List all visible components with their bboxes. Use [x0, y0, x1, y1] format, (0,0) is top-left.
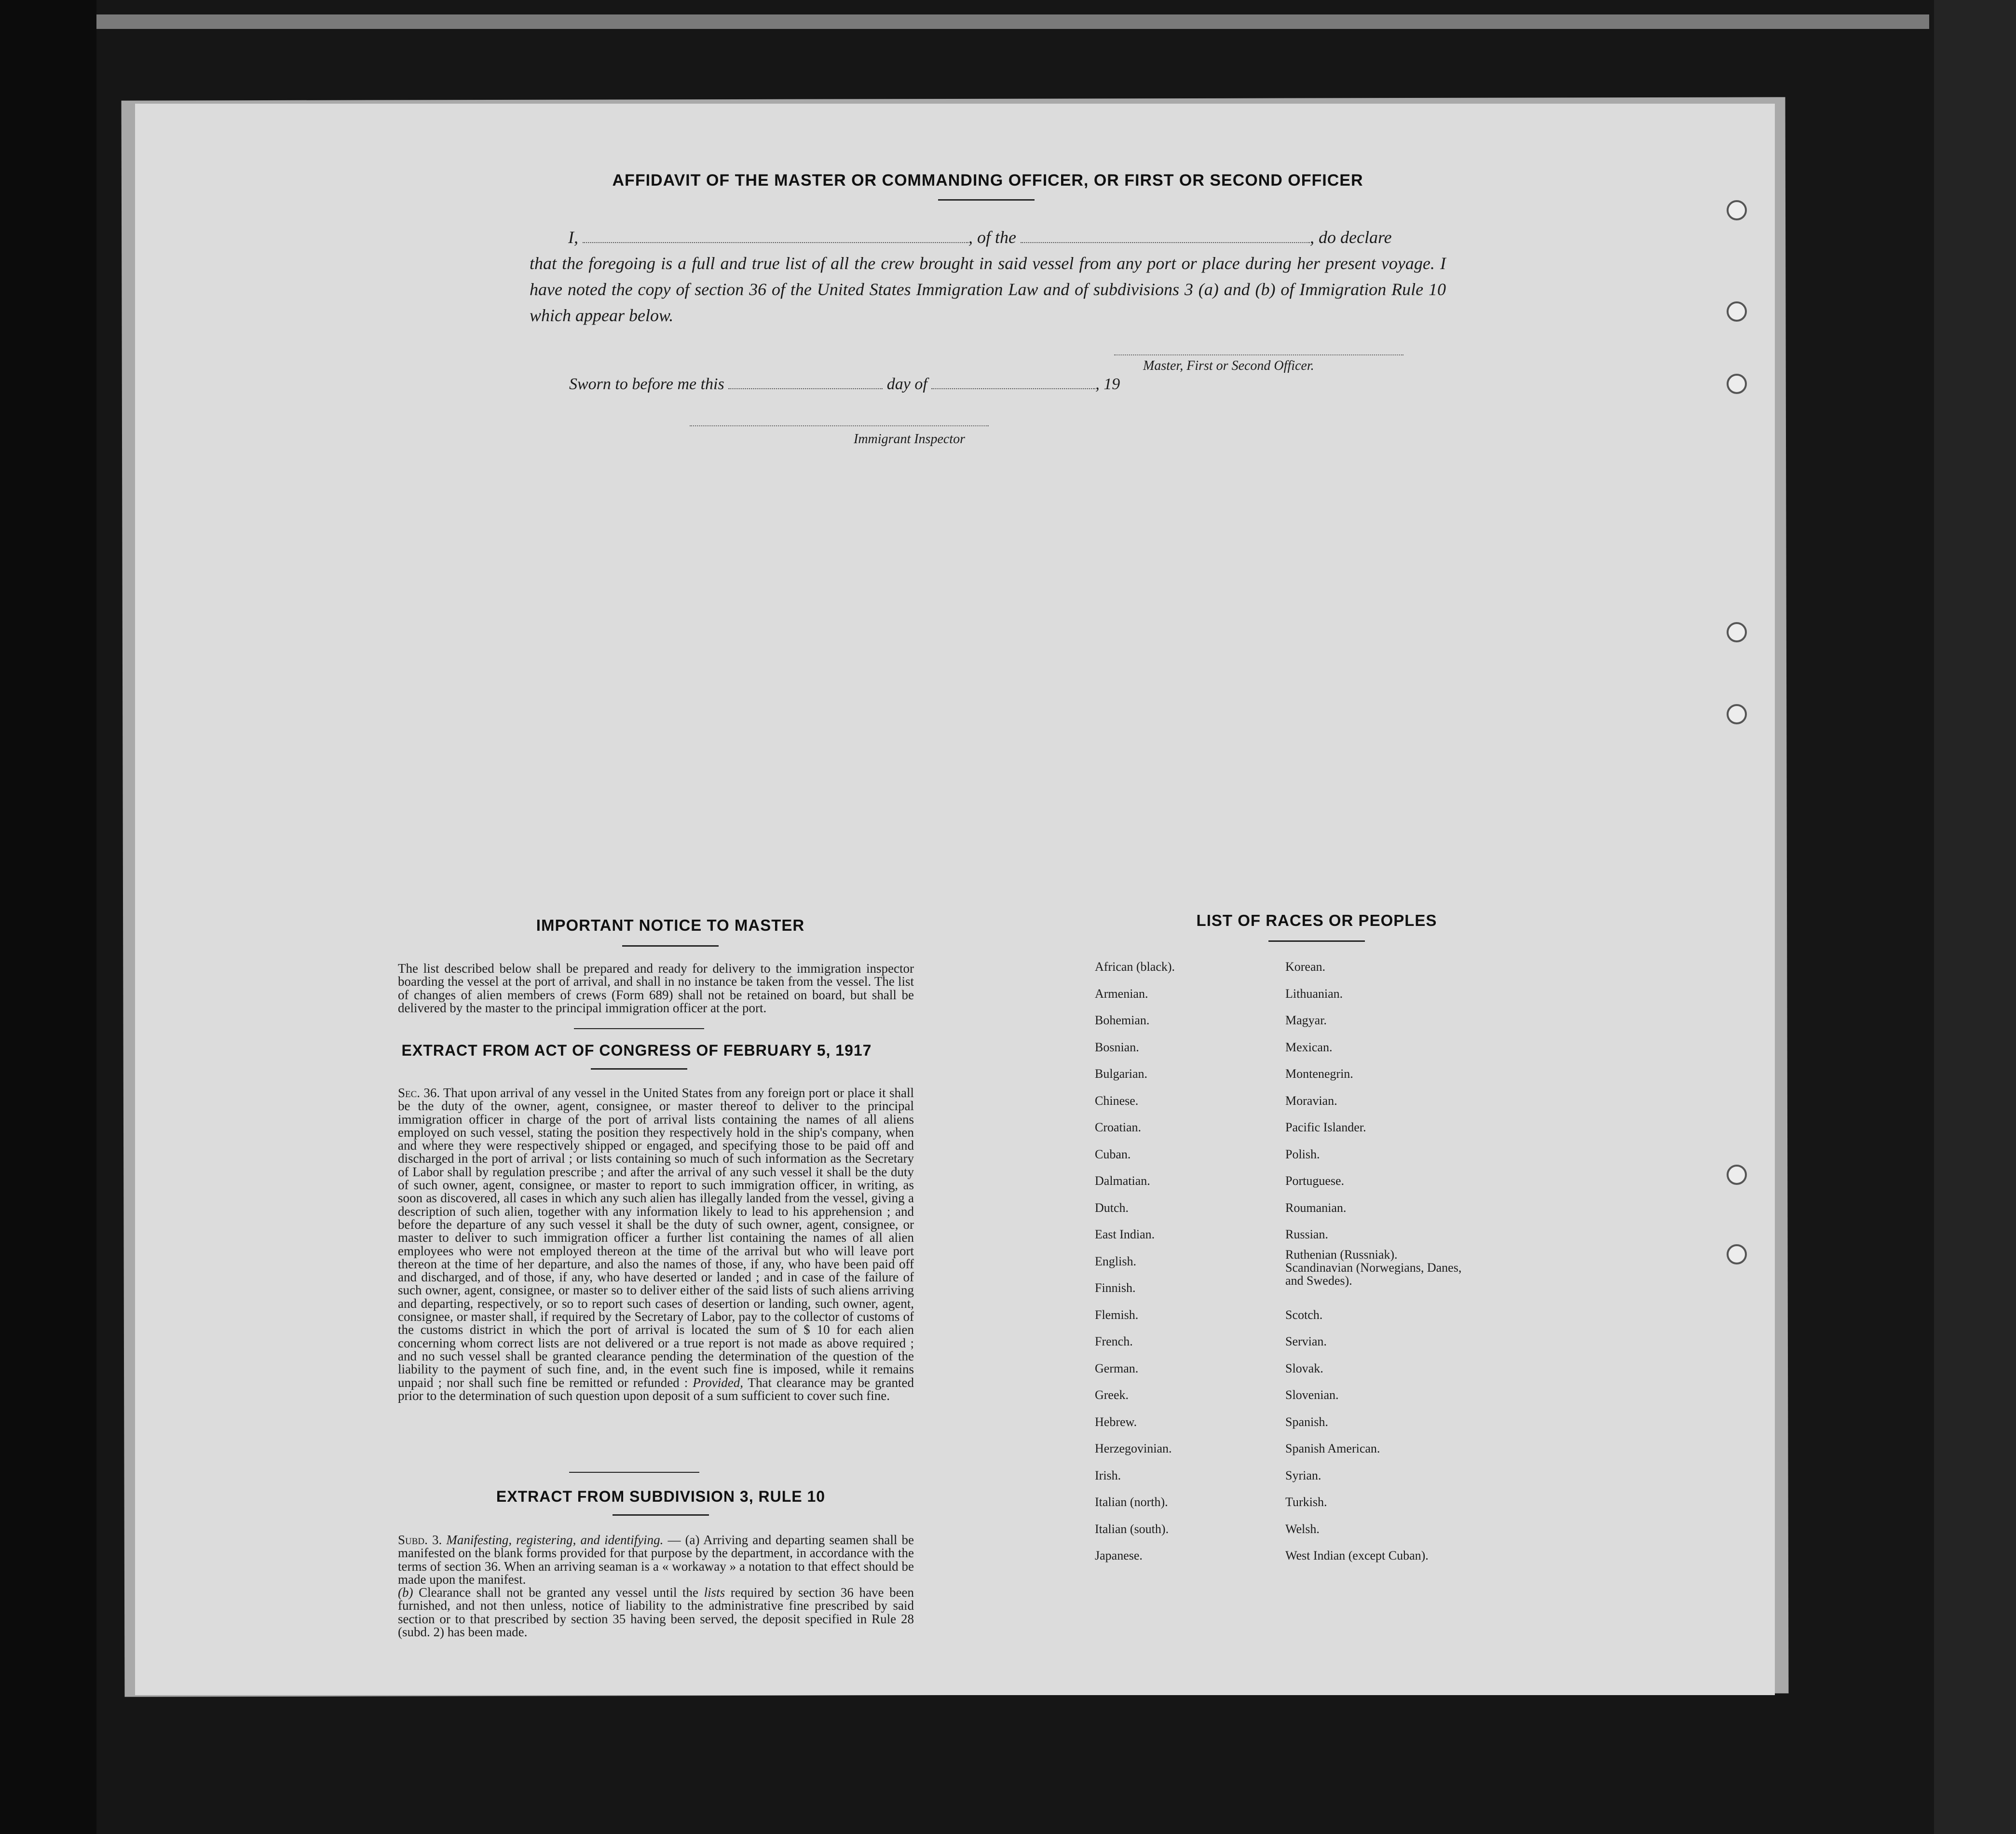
notice-paragraph: The list described below shall be prepared and ready for delivery to the immigration inspector boarding the vessel at the port of arrival, and shall in no instance be taken from the vessel. The list of changes of alien members of crews (Form 689) shall not be retained on board, but shall be delivered by the master to the principal immigration officer at the port. — [398, 961, 914, 1015]
race-item: Dutch. — [1095, 1200, 1129, 1215]
rule-extract-text — [359, 1534, 914, 1639]
race-item: Moravian. — [1285, 1093, 1337, 1108]
section-divider — [569, 1472, 699, 1473]
act-extract-title: EXTRACT FROM ACT OF CONGRESS OF FEBRUARY 5, 1917 — [401, 1042, 872, 1059]
races-list-left — [1095, 953, 1278, 1569]
inspector-label: Immigrant Inspector — [854, 432, 965, 447]
race-item: Mexican. — [1285, 1040, 1333, 1054]
race-item: Cuban. — [1095, 1147, 1131, 1161]
race-item: Hebrew. — [1095, 1414, 1137, 1429]
subd-3-paragraph-b — [359, 1586, 914, 1639]
race-item: Herzegovinian. — [1095, 1441, 1172, 1455]
master-signature-line[interactable] — [1114, 354, 1403, 355]
race-item: Syrian. — [1285, 1468, 1321, 1482]
binder-hole — [1727, 1165, 1747, 1185]
sworn-year-prefix: , 19 — [1095, 375, 1120, 393]
race-item: Bulgarian. — [1095, 1067, 1148, 1081]
race-item: Spanish. — [1285, 1414, 1328, 1429]
scan-border-right — [1934, 0, 2016, 1834]
para-b-lists: lists — [704, 1585, 725, 1600]
rule-extract-title: EXTRACT FROM SUBDIVISION 3, RULE 10 — [496, 1488, 826, 1505]
sworn-month-field[interactable] — [931, 374, 1095, 389]
notice-title-underline — [622, 945, 719, 947]
sworn-line — [569, 374, 1293, 394]
provided-body: That clearance may be granted prior to the determination of such question upon deposit of a sum sufficient to cover such fine. — [398, 1375, 914, 1403]
notice-text — [359, 962, 914, 1015]
para-b-text-1: Clearance shall not be granted any vessel until the — [419, 1585, 699, 1600]
subd-3-paragraph-a — [359, 1534, 914, 1586]
notice-title: IMPORTANT NOTICE TO MASTER — [536, 916, 805, 934]
section-divider — [574, 1028, 704, 1029]
affidavit-text — [530, 224, 1446, 328]
race-item: Scandinavian (Norwegians, Danes, and Swedes). — [1285, 1260, 1462, 1288]
race-item: Montenegrin. — [1285, 1067, 1353, 1081]
document-page — [135, 104, 1775, 1695]
sec-36-label: Sec. 36. — [398, 1086, 440, 1100]
race-item: Slovenian. — [1285, 1388, 1339, 1402]
sworn-day-of-label: day of — [886, 375, 927, 393]
race-item: Greek. — [1095, 1388, 1129, 1402]
act-extract-underline — [591, 1068, 687, 1070]
binder-hole — [1727, 704, 1747, 724]
race-item: Finnish. — [1095, 1281, 1136, 1295]
rule-extract-underline — [613, 1514, 709, 1516]
para-b-text-2: required by section 36 have been furnished, and not then unless, notice of liability to the administrative fine prescribed by said section or to that prescribed by section 35 having been served, the deposit specified in Rule 28 (subd. 2) has been made. — [398, 1585, 914, 1640]
race-item: Italian (south). — [1095, 1522, 1169, 1536]
binder-hole — [1727, 622, 1747, 642]
scan-border-top — [96, 14, 1929, 29]
race-item: Armenian. — [1095, 986, 1148, 1001]
race-item: Croatian. — [1095, 1120, 1142, 1134]
act-extract-text — [359, 1087, 914, 1402]
race-item: Welsh. — [1285, 1522, 1320, 1536]
race-item: Roumanian. — [1285, 1200, 1347, 1215]
race-item: French. — [1095, 1334, 1133, 1348]
sec-36-paragraph — [359, 1087, 914, 1402]
binder-hole — [1727, 301, 1747, 322]
binder-hole — [1727, 200, 1747, 220]
race-item: Flemish. — [1095, 1307, 1139, 1322]
race-item: Turkish. — [1285, 1495, 1327, 1509]
subd-heading: Manifesting, registering, and identifying. — [446, 1533, 664, 1547]
affidavit-declaration: that the foregoing is a full and true list of all the crew brought in said vessel from any port or place during her present voyage. I have noted the copy of section 36 of the United States Immigration Law and of subdivisions 3 (a) and (b) of Immigration Rule 10 which appear below. — [530, 254, 1446, 325]
race-item: Polish. — [1285, 1147, 1320, 1161]
race-item: Japanese. — [1095, 1549, 1143, 1562]
race-item: Portuguese. — [1285, 1174, 1345, 1188]
title-underline — [938, 199, 1035, 201]
declarant-prefix: I, — [568, 228, 578, 247]
race-item: Chinese. — [1095, 1093, 1139, 1108]
subd-para-a: — (a) Arriving and departing seamen shall be manifested on the blank forms provided for that purpose by the department, in accordance with the terms of section 36. When an arriving seaman is a « workaway » a notation to that effect should be made upon the manifest. — [398, 1533, 914, 1587]
declarant-line — [530, 224, 1446, 250]
race-item: Scotch. — [1285, 1307, 1323, 1322]
race-item: Bohemian. — [1095, 1013, 1150, 1027]
race-item: Servian. — [1285, 1334, 1327, 1348]
sworn-day-field[interactable] — [728, 374, 883, 389]
race-item: Slovak. — [1285, 1361, 1323, 1375]
declarant-of-label: , of the — [968, 228, 1016, 247]
vessel-name-field[interactable] — [1021, 228, 1310, 243]
race-item: Irish. — [1095, 1468, 1121, 1482]
para-b-label: (b) — [398, 1585, 413, 1600]
race-item: African (black). — [1095, 960, 1175, 974]
binder-hole — [1727, 374, 1747, 394]
declarant-name-field[interactable] — [583, 228, 968, 243]
subd-label: Subd. 3. — [398, 1533, 442, 1547]
race-item: Russian. — [1285, 1227, 1328, 1241]
races-list-right — [1285, 953, 1536, 1569]
race-item: Pacific Islander. — [1285, 1120, 1366, 1134]
affidavit-title: AFFIDAVIT OF THE MASTER OR COMMANDING OFFICER, OR FIRST OR SECOND OFFICER — [612, 171, 1363, 190]
race-item: German. — [1095, 1361, 1139, 1375]
inspector-signature-line[interactable] — [690, 425, 989, 426]
races-title: LIST OF RACES OR PEOPLES — [1196, 911, 1437, 929]
race-item: Italian (north). — [1095, 1495, 1168, 1509]
race-item: West Indian (except Cuban). — [1285, 1549, 1429, 1562]
race-item: English. — [1095, 1254, 1136, 1268]
races-title-underline — [1268, 940, 1365, 942]
declare-label: , do declare — [1309, 228, 1392, 247]
race-item: Lithuanian. — [1285, 986, 1343, 1001]
sec-36-body: That upon arrival of any vessel in the United States from any foreign port or place it shall be the duty of the owner, agent, consignee, or master thereof to deliver to the principal immigration officer in charge of the port of arrival lists containing the names of all aliens employed on such vessel, stating the position they respectively hold in the ship's company, when and where they were respectively shipped or engaged, and specifying those to be paid off and discharged in the port of arrival ; or lists containing so much of such information as the Secretary of Labor shall by regulation prescribe ; and after the arrival of any such vessel it shall be the duty of such owner, agent, consignee, or master to report to such immigration officer, in writing, as soon as discovered, all cases in which any such alien has illegally landed from the vessel, giving a description of such alien, together with any information likely to lead to his apprehension ; and before the departure of any such vessel it shall be the duty of such owner, agent, consignee, or master to deliver to such immigration officer a further list containing the names of all alien employees who were not employed thereon at the time of the arrival but who will leave port thereon at the time of her departure, and also the names of those, if any, who have been paid off and discharged, and of those, if any, who have deserted or landed ; and in case of the failure of such owner, agent, consignee, or master so to deliver either of the said lists of such aliens arriving and departing, respectively, or so to report such cases of desertion or landing, such owner, agent, consignee, or master shall, if required by the Secretary of Labor, pay to the collector of customs of the customs district in which the port of arrival is located the sum of $ 10 for each alien concerning whom correct lists are not delivered or a true report is not made as above required ; and no such vessel shall be granted clearance pending the determination of the question of the liability to the payment of such fine, and, in the event such fine is imposed, while it remains unpaid ; nor shall such fine be remitted or refunded : — [398, 1086, 914, 1390]
binder-hole — [1727, 1244, 1747, 1264]
race-item: East Indian. — [1095, 1227, 1155, 1241]
race-item: Spanish American. — [1285, 1441, 1380, 1455]
sworn-prefix: Sworn to before me this — [569, 375, 724, 393]
race-item: Magyar. — [1285, 1013, 1327, 1027]
race-item: Ruthenian (Russniak). — [1285, 1247, 1398, 1262]
provided-label: Provided, — [693, 1375, 743, 1390]
master-signature-label: Master, First or Second Officer. — [1143, 358, 1314, 373]
race-item: Korean. — [1285, 960, 1326, 974]
scan-border-left — [0, 0, 96, 1834]
race-item: Dalmatian. — [1095, 1174, 1150, 1188]
race-item: Bosnian. — [1095, 1040, 1139, 1054]
